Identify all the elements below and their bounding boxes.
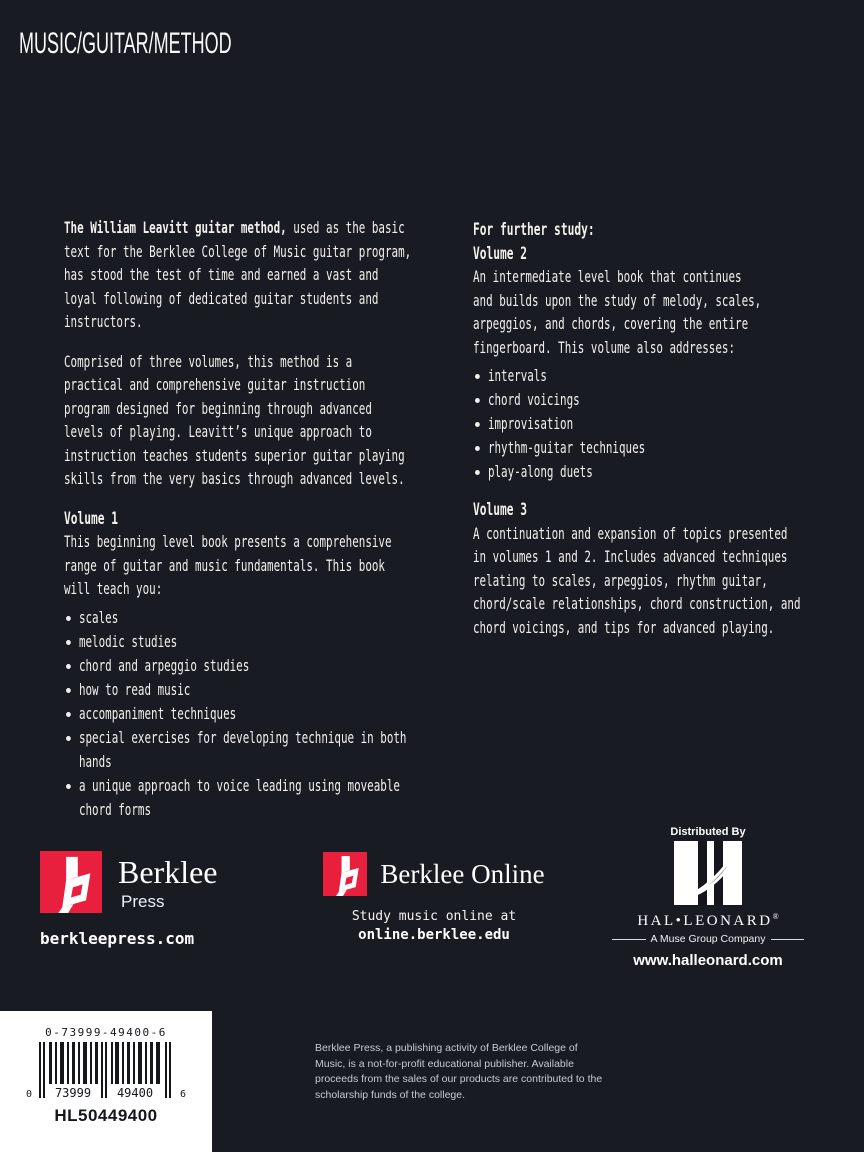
volume1-bullet-list — [64, 606, 414, 822]
hal-leonard-logo-icon — [674, 841, 742, 905]
bullet-dot-icon — [475, 446, 480, 451]
berklee-online-url: online.berklee.edu — [358, 927, 510, 943]
berklee-press-logo-icon — [40, 851, 102, 913]
volume2-description: An intermediate level book that continues and builds upon the study of melody, scales, arpeggios, and chords, covering the entire fingerboard. This volume also addresses: — [473, 267, 762, 357]
volume2-heading: Volume 2 — [473, 243, 528, 263]
bullet-dot-icon — [475, 398, 480, 403]
hal-leonard-wordmark: HAL•LEONARD® — [637, 912, 779, 929]
bullet-item: chord voicings — [473, 388, 840, 412]
bullet-item: scales — [64, 606, 414, 630]
muse-group-line — [612, 933, 804, 945]
hal-leonard-block — [612, 826, 804, 969]
bullet-dot-icon — [475, 374, 480, 379]
muse-group-text: A Muse Group Company — [650, 933, 766, 945]
bullet-dot-icon — [66, 736, 71, 741]
distributed-by-label: Distributed By — [670, 826, 746, 838]
bullet-item: play-along duets — [473, 460, 840, 484]
bullet-item: how to read music — [64, 678, 414, 702]
upc-code-text: 0-73999-49400-6 — [45, 1026, 167, 1039]
volume3-heading: Volume 3 — [473, 500, 528, 519]
bullet-item: rhythm-guitar techniques — [473, 436, 840, 460]
registered-mark: ® — [772, 912, 779, 921]
berklee-online-logo-icon — [323, 852, 367, 896]
ean-digit-left: 0 — [26, 1089, 33, 1100]
intro-lead-bold: The William Leavitt guitar method, — [64, 218, 287, 237]
bullet-item: accompaniment techniques — [64, 702, 414, 726]
bullet-dot-icon — [66, 664, 71, 669]
publisher-fine-print: Berklee Press, a publishing activity of Berklee College of Music, is a not-for-profit educational publisher. Available proceeds from the sales of our products are contributed to the scholarship funds of the college. — [315, 1042, 603, 1101]
bullet-item: melodic studies — [64, 630, 414, 654]
hal-leonard-url: www.halleonard.com — [633, 952, 783, 969]
ean-digit-group2: 49400 — [116, 1086, 154, 1100]
catalog-number: HL50449400 — [54, 1106, 158, 1125]
berklee-press-wordmark: Berklee — [118, 854, 218, 890]
bullet-item: special exercises for developing technique in both hands — [64, 726, 414, 774]
bullet-dot-icon — [66, 616, 71, 621]
further-study-heading: For further study: — [473, 220, 595, 239]
volume3-description: A continuation and expansion of topics presented in volumes 1 and 2. Includes advanced techniques relating to scales, arpeggios, rhythm guitar, chord/scale relationships, chord construction, and chord voicings, and tips for advanced playing. — [473, 523, 801, 637]
bullet-dot-icon — [66, 640, 71, 645]
bullet-item: intervals — [473, 364, 840, 388]
left-dash — [612, 939, 646, 940]
barcode-box — [0, 1011, 212, 1152]
bullet-item: improvisation — [473, 412, 840, 436]
bullet-dot-icon — [66, 784, 71, 789]
overview-paragraph: Comprised of three volumes, this method is a practical and comprehensive guitar instruction program designed for beginning through advanced levels of playing. Leavitt’s unique approach to instruction teaches students superior guitar playing skills from the very basics through advanced levels. — [64, 351, 405, 488]
right-dash — [771, 939, 805, 940]
berklee-online-block — [306, 852, 562, 943]
volume1-description: This beginning level book presents a comprehensive range of guitar and music fundamentals. This book will teach you: — [64, 532, 392, 598]
ean-digit-right: 6 — [179, 1089, 186, 1100]
left-column — [64, 216, 431, 836]
berklee-online-tagline: Study music online at — [351, 909, 517, 924]
berklee-online-logo-row — [306, 852, 562, 896]
intro-rest: used as the basic text for the Berklee College of Music guitar program, has stood the test of time and earned a vast and loyal following of dedicated guitar students and instructors. — [64, 218, 412, 331]
bullet-dot-icon — [475, 422, 480, 427]
volume1-heading: Volume 1 — [64, 508, 119, 528]
bullet-dot-icon — [66, 688, 71, 693]
bullet-dot-icon — [66, 712, 71, 717]
bullet-dot-icon — [475, 470, 480, 475]
berklee-press-url: berkleepress.com — [40, 929, 195, 948]
barcode — [26, 1042, 186, 1100]
intro-paragraph — [64, 216, 414, 334]
berklee-press-sub: Press — [121, 892, 165, 911]
bullet-item: chord and arpeggio studies — [64, 654, 414, 678]
ean-digit-group1: 73999 — [54, 1086, 92, 1100]
category-title: MUSIC/GUITAR/METHOD — [19, 27, 232, 60]
bullet-item: a unique approach to voice leading using moveable chord forms — [64, 774, 414, 822]
volume2-bullet-list — [473, 364, 840, 484]
berklee-online-wordmark: Berklee Online — [380, 858, 545, 889]
right-column — [473, 218, 840, 639]
